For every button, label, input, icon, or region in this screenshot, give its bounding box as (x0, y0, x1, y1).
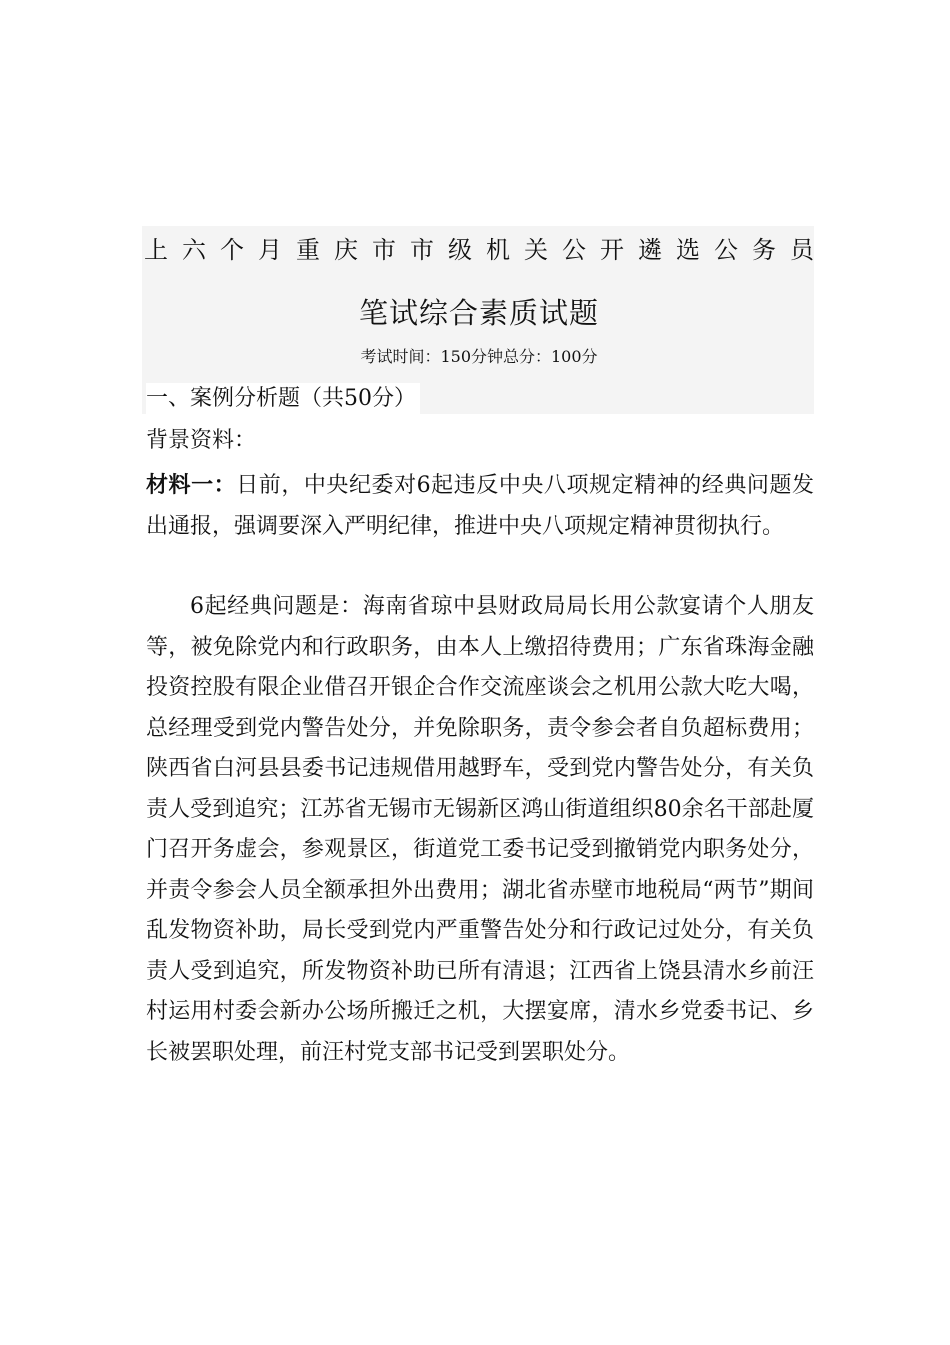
title-char: 关 (524, 236, 548, 264)
title-char: 市 (372, 236, 396, 264)
title-char: 庆 (334, 236, 358, 264)
title-char: 务 (752, 236, 776, 264)
exam-info: 考试时间：150分钟总分：100分 (360, 347, 598, 366)
background-label: 背景资料： (146, 428, 257, 453)
title-char: 个 (220, 236, 244, 264)
title-char: 员 (790, 236, 814, 264)
title-char: 公 (562, 236, 586, 264)
title-char: 重 (296, 236, 320, 264)
document-title-line1 (144, 230, 814, 270)
paragraph-2: 6起经典问题是：海南省琼中县财政局局长用公款宴请个人朋友等，被免除党内和行政职务，由本人上缴招待费用；广东省珠海金融投资控股有限企业借召开银企合作交流座谈会之机用公款大吃大喝，总经理受到党内警告处分，并免除职务，责令参会者自负超标费用；陕西省白河县县委书记违规借用越野车，受到党内警告处分，有关负责人受到追究；江苏省无锡市无锡新区鸿山街道组织80余名干部赴厦门召开务虚会，参观景区，街道党工委书记受到撤销党内职务处分，并责令参会人员全额承担外出费用；湖北省赤壁市地税局“两节”期间乱发物资补助，局长受到党内严重警告处分和行政记过处分，有关负责人受到追究，所发物资补助已所有清退；江西省上饶县清水乡前汪村运用村委会新办公场所搬迁之机，大摆宴席，清水乡党委书记、乡长被罢职处理，前汪村党支部书记受到罢职处分。 (146, 594, 814, 1065)
title-char: 遴 (638, 236, 662, 264)
section-heading: 一、案例分析题（共50分） (146, 383, 420, 415)
title-char: 机 (486, 236, 510, 264)
title-char: 市 (410, 236, 434, 264)
title-char: 六 (182, 236, 206, 264)
material1-label: 材料一： (146, 472, 237, 498)
title-char: 选 (676, 236, 700, 264)
title-char: 开 (600, 236, 624, 264)
document-title-line2: 笔试综合素质试题 (358, 296, 599, 330)
title-char: 月 (258, 236, 282, 264)
title-char: 上 (144, 236, 168, 264)
material1-text: 日前，中央纪委对6起违反中央八项规定精神的经典问题发出通报，强调要深入严明纪律，推进中央八项规定精神贯彻执行。 (146, 473, 814, 539)
title-char: 公 (714, 236, 738, 264)
material1-paragraph (146, 465, 814, 547)
title-char: 级 (448, 236, 472, 264)
